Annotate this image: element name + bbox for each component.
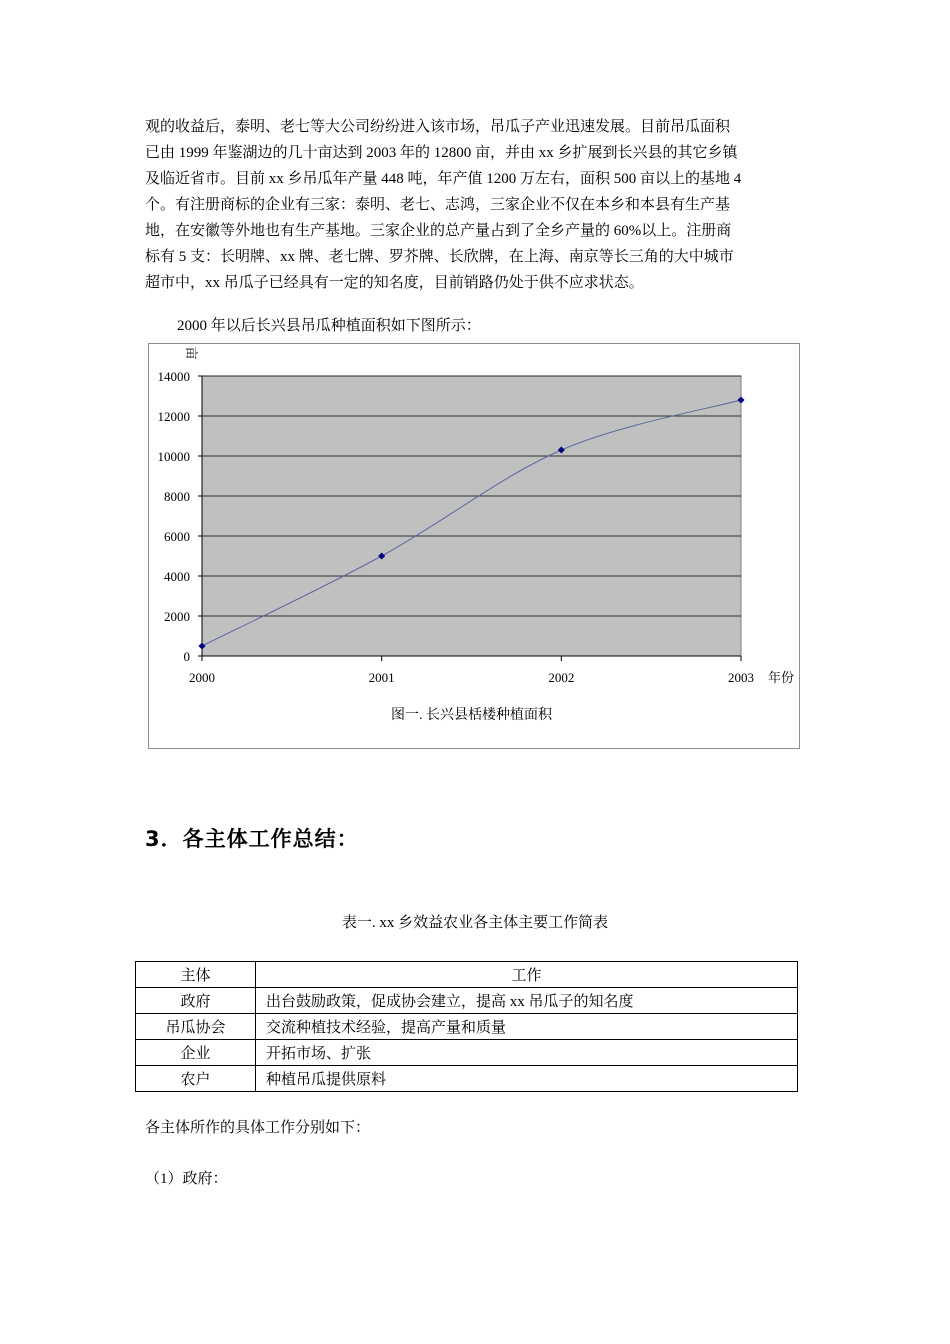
table-caption: 表一. xx 乡效益农业各主体主要工作简表 <box>341 915 609 931</box>
plot-area <box>202 376 741 656</box>
y-tick-label: 14000 <box>157 369 190 384</box>
table-row <box>136 988 798 1014</box>
table-header-cell: 工作 <box>256 962 798 988</box>
y-tick-label: 0 <box>183 649 190 664</box>
y-tick-label: 4000 <box>164 569 190 584</box>
paragraph-line: 已由 1999 年鉴湖边的几十亩达到 2003 年的 12800 亩，并由 xx 乡扩展到长兴县的其它乡镇 <box>145 145 738 161</box>
work-summary-table <box>135 961 798 1092</box>
subheading-government: （1）政府： <box>145 1171 228 1187</box>
table-row <box>136 1014 798 1040</box>
x-tick-label: 2002 <box>548 670 575 685</box>
table-cell-work: 开拓市场、扩张 <box>256 1040 798 1066</box>
table-header-cell: 主体 <box>136 962 256 988</box>
table-header-row <box>136 962 798 988</box>
y-tick-label: 6000 <box>164 529 190 544</box>
after-table-text: 各主体所作的具体工作分别如下： <box>145 1120 371 1136</box>
chart-intro-text: 2000 年以后长兴县吊瓜种植面积如下图所示： <box>177 318 481 334</box>
y-tick-label: 10000 <box>157 449 190 464</box>
y-axis-label: 亩 <box>184 346 199 360</box>
table-row <box>136 1040 798 1066</box>
table-cell-subject: 企业 <box>136 1040 256 1066</box>
chart-frame <box>148 343 800 749</box>
paragraph-line: 个。有注册商标的企业有三家：泰明、老七、志鸿，三家企业不仅在本乡和本县有生产基 <box>145 197 731 213</box>
chart-caption: 图一. 长兴县栝楼种植面积 <box>391 708 552 723</box>
table-row <box>136 1066 798 1092</box>
y-tick-label: 2000 <box>164 609 190 624</box>
paragraph-line: 观的收益后，泰明、老七等大公司纷纷进入该市场，吊瓜子产业迅速发展。目前吊瓜面积 <box>145 119 731 135</box>
section-heading: 3．各主体工作总结： <box>145 827 359 851</box>
y-tick-label: 12000 <box>157 409 190 424</box>
table-cell-subject: 吊瓜协会 <box>136 1014 256 1040</box>
table-cell-subject: 政府 <box>136 988 256 1014</box>
table-cell-subject: 农户 <box>136 1066 256 1092</box>
x-tick-label: 2000 <box>189 670 215 685</box>
y-tick-label: 8000 <box>164 489 190 504</box>
paragraph-line: 地，在安徽等外地也有生产基地。三家企业的总产量占到了全乡产量的 60%以上。注册商 <box>145 223 732 239</box>
x-axis-label: 年份 <box>768 670 795 685</box>
paragraph-line: 标有 5 支：长明牌、xx 牌、老七牌、罗芥牌、长欣牌，在上海、南京等长三角的大中城市 <box>145 249 734 265</box>
x-tick-label: 2003 <box>728 670 754 685</box>
table-cell-work: 出台鼓励政策，促成协会建立，提高 xx 吊瓜子的知名度 <box>256 988 798 1014</box>
area-line-chart <box>149 344 799 748</box>
x-tick-label: 2001 <box>368 670 395 685</box>
body-paragraph <box>145 114 807 296</box>
paragraph-line: 及临近省市。目前 xx 乡吊瓜年产量 448 吨，年产值 1200 万左右，面积 500 亩以上的基地 4 <box>145 171 742 187</box>
paragraph-line: 超市中，xx 吊瓜子已经具有一定的知名度，目前销路仍处于供不应求状态。 <box>145 275 644 291</box>
table-cell-work: 种植吊瓜提供原料 <box>256 1066 798 1092</box>
table-cell-work: 交流种植技术经验，提高产量和质量 <box>256 1014 798 1040</box>
